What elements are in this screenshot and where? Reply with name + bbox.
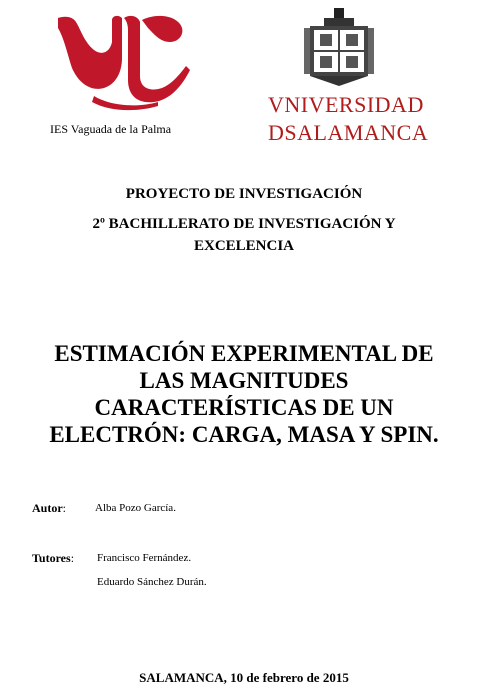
program-heading-line2: EXCELENCIA [193,238,295,254]
tutor-name-2: Eduardo Sánchez Durán. [97,576,207,588]
university-logo [262,8,429,148]
author-label [32,501,66,516]
author-label-colon: : [62,501,67,515]
place-date: SALAMANCA, 10 de febrero de 2015 [139,670,349,685]
tutors-label-colon: : [70,551,75,565]
title-line3: CARACTERÍSTICAS DE UN [94,395,394,420]
university-name-line1: VNIVERSIDAD [268,92,424,117]
university-seal [304,8,374,86]
tutor-name-1: Francisco Fernández. [97,552,192,564]
author-label-text: Autor [32,501,63,515]
title-line2: LAS MAGNITUDES [139,368,349,393]
title-line1: ESTIMACIÓN EXPERIMENTAL DE [54,341,434,366]
tutors-label [32,551,74,566]
author-name: Alba Pozo García. [95,502,176,514]
title-line4: ELECTRÓN: CARGA, MASA Y SPIN. [49,422,439,447]
university-name-line2: DSALAMANCA [268,120,429,145]
tutors-label-text: Tutores [32,551,71,565]
project-heading: PROYECTO DE INVESTIGACIÓN [125,186,363,202]
school-caption: IES Vaguada de la Palma [50,122,172,136]
program-heading-line1: 2º BACHILLERATO DE INVESTIGACIÓN Y [92,216,396,232]
school-logo-mark [54,12,194,112]
school-logo [44,12,204,142]
